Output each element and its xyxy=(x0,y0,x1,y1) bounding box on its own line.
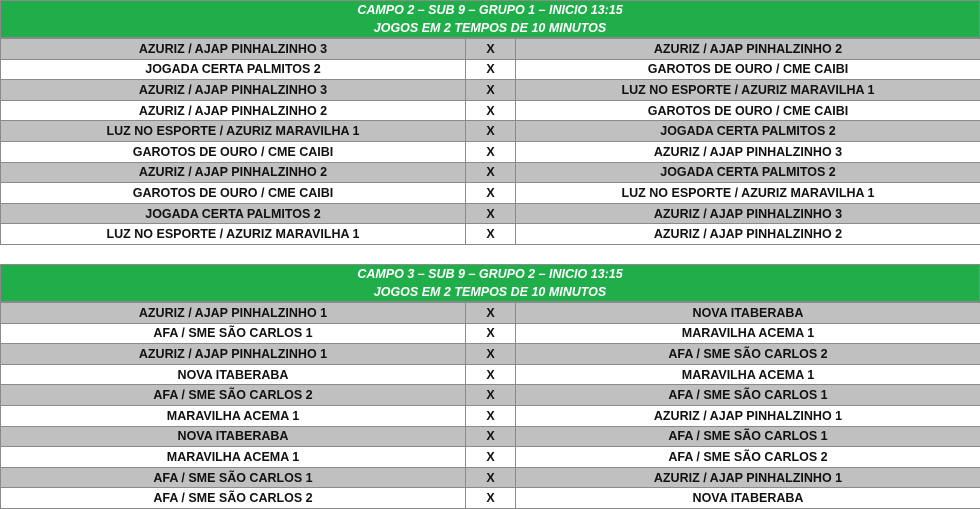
versus-cell: X xyxy=(466,39,516,60)
away-team-cell: LUZ NO ESPORTE / AZURIZ MARAVILHA 1 xyxy=(516,80,980,101)
away-team-cell: MARAVILHA ACEMA 1 xyxy=(516,323,980,344)
versus-cell: X xyxy=(466,224,516,245)
group-1-header xyxy=(0,0,980,38)
home-team-cell: JOGADA CERTA PALMITOS 2 xyxy=(1,59,466,80)
game-row xyxy=(1,80,980,101)
home-team-cell: AZURIZ / AJAP PINHALZINHO 1 xyxy=(1,303,466,324)
game-row xyxy=(1,426,980,447)
home-team-cell: MARAVILHA ACEMA 1 xyxy=(1,447,466,468)
away-team-cell: AZURIZ / AJAP PINHALZINHO 1 xyxy=(516,405,980,426)
versus-cell: X xyxy=(466,467,516,488)
home-team-cell: AFA / SME SÃO CARLOS 2 xyxy=(1,488,466,509)
game-row xyxy=(1,203,980,224)
group-2-subtitle: JOGOS EM 2 TEMPOS DE 10 MINUTOS xyxy=(1,283,979,301)
home-team-cell: GAROTOS DE OURO / CME CAIBI xyxy=(1,141,466,162)
home-team-cell: AFA / SME SÃO CARLOS 1 xyxy=(1,467,466,488)
game-row xyxy=(1,141,980,162)
game-row xyxy=(1,323,980,344)
versus-cell: X xyxy=(466,488,516,509)
away-team-cell: GAROTOS DE OURO / CME CAIBI xyxy=(516,59,980,80)
versus-cell: X xyxy=(466,447,516,468)
home-team-cell: AZURIZ / AJAP PINHALZINHO 3 xyxy=(1,39,466,60)
game-row xyxy=(1,364,980,385)
away-team-cell: AZURIZ / AJAP PINHALZINHO 1 xyxy=(516,467,980,488)
home-team-cell: LUZ NO ESPORTE / AZURIZ MARAVILHA 1 xyxy=(1,121,466,142)
versus-cell: X xyxy=(466,364,516,385)
away-team-cell: JOGADA CERTA PALMITOS 2 xyxy=(516,121,980,142)
game-row xyxy=(1,59,980,80)
away-team-cell: NOVA ITABERABA xyxy=(516,488,980,509)
home-team-cell: GAROTOS DE OURO / CME CAIBI xyxy=(1,183,466,204)
game-row xyxy=(1,488,980,509)
game-row xyxy=(1,405,980,426)
game-row xyxy=(1,303,980,324)
game-row xyxy=(1,224,980,245)
group-2-games-table xyxy=(0,302,980,509)
versus-cell: X xyxy=(466,121,516,142)
versus-cell: X xyxy=(466,183,516,204)
group-2-header xyxy=(0,264,980,302)
versus-cell: X xyxy=(466,303,516,324)
away-team-cell: GAROTOS DE OURO / CME CAIBI xyxy=(516,100,980,121)
home-team-cell: AZURIZ / AJAP PINHALZINHO 2 xyxy=(1,100,466,121)
away-team-cell: MARAVILHA ACEMA 1 xyxy=(516,364,980,385)
away-team-cell: AZURIZ / AJAP PINHALZINHO 3 xyxy=(516,141,980,162)
group-1-block xyxy=(0,0,980,245)
versus-cell: X xyxy=(466,80,516,101)
group-1-title: CAMPO 2 – SUB 9 – GRUPO 1 – INICIO 13:15 xyxy=(1,1,979,19)
away-team-cell: AFA / SME SÃO CARLOS 2 xyxy=(516,344,980,365)
game-row xyxy=(1,385,980,406)
game-row xyxy=(1,121,980,142)
away-team-cell: NOVA ITABERABA xyxy=(516,303,980,324)
home-team-cell: JOGADA CERTA PALMITOS 2 xyxy=(1,203,466,224)
versus-cell: X xyxy=(466,141,516,162)
away-team-cell: AFA / SME SÃO CARLOS 2 xyxy=(516,447,980,468)
group-1-games-table xyxy=(0,38,980,245)
home-team-cell: AZURIZ / AJAP PINHALZINHO 1 xyxy=(1,344,466,365)
versus-cell: X xyxy=(466,405,516,426)
away-team-cell: LUZ NO ESPORTE / AZURIZ MARAVILHA 1 xyxy=(516,183,980,204)
home-team-cell: MARAVILHA ACEMA 1 xyxy=(1,405,466,426)
versus-cell: X xyxy=(466,385,516,406)
versus-cell: X xyxy=(466,100,516,121)
versus-cell: X xyxy=(466,323,516,344)
home-team-cell: NOVA ITABERABA xyxy=(1,364,466,385)
game-row xyxy=(1,344,980,365)
home-team-cell: LUZ NO ESPORTE / AZURIZ MARAVILHA 1 xyxy=(1,224,466,245)
game-row xyxy=(1,39,980,60)
game-row xyxy=(1,447,980,468)
versus-cell: X xyxy=(466,203,516,224)
group-2-block xyxy=(0,264,980,509)
game-row xyxy=(1,162,980,183)
versus-cell: X xyxy=(466,162,516,183)
versus-cell: X xyxy=(466,426,516,447)
away-team-cell: AFA / SME SÃO CARLOS 1 xyxy=(516,385,980,406)
game-row xyxy=(1,467,980,488)
away-team-cell: JOGADA CERTA PALMITOS 2 xyxy=(516,162,980,183)
group-1-subtitle: JOGOS EM 2 TEMPOS DE 10 MINUTOS xyxy=(1,19,979,37)
game-row xyxy=(1,183,980,204)
home-team-cell: AFA / SME SÃO CARLOS 1 xyxy=(1,323,466,344)
home-team-cell: AZURIZ / AJAP PINHALZINHO 2 xyxy=(1,162,466,183)
versus-cell: X xyxy=(466,59,516,80)
home-team-cell: NOVA ITABERABA xyxy=(1,426,466,447)
home-team-cell: AFA / SME SÃO CARLOS 2 xyxy=(1,385,466,406)
game-row xyxy=(1,100,980,121)
home-team-cell: AZURIZ / AJAP PINHALZINHO 3 xyxy=(1,80,466,101)
versus-cell: X xyxy=(466,344,516,365)
away-team-cell: AZURIZ / AJAP PINHALZINHO 2 xyxy=(516,39,980,60)
away-team-cell: AFA / SME SÃO CARLOS 1 xyxy=(516,426,980,447)
group-2-title: CAMPO 3 – SUB 9 – GRUPO 2 – INICIO 13:15 xyxy=(1,265,979,283)
away-team-cell: AZURIZ / AJAP PINHALZINHO 2 xyxy=(516,224,980,245)
away-team-cell: AZURIZ / AJAP PINHALZINHO 3 xyxy=(516,203,980,224)
